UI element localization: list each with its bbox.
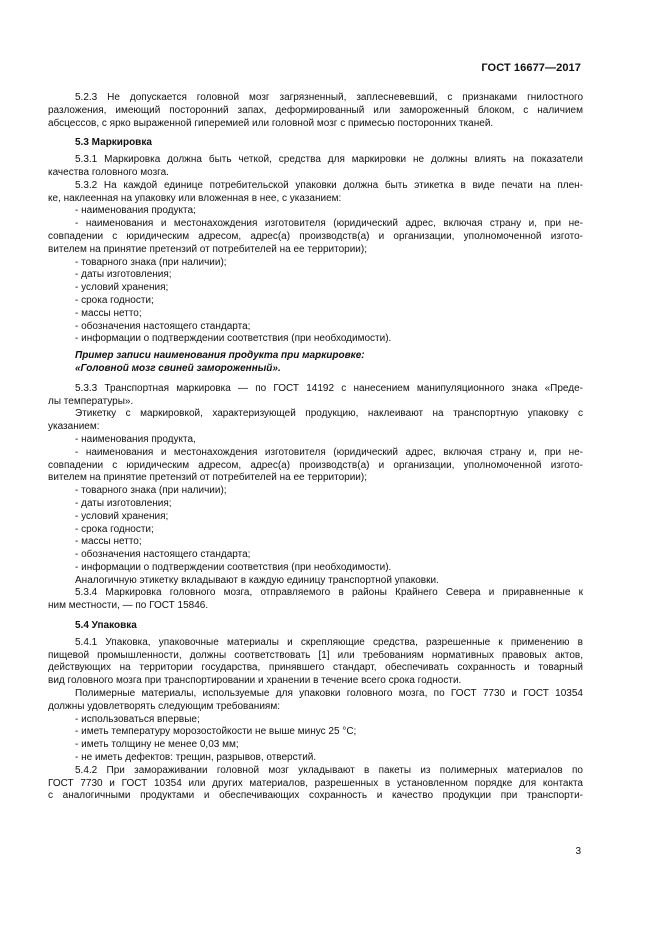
paragraph-last-line: вителем на принятие претензий от потребителей на ее территории); [48, 472, 367, 484]
paragraph-first-line: 5.2.3 Не допускается головной мозг загрязненный, заплесневевший, с признаками гнилостного [75, 92, 583, 103]
text-line: с аналогичными продуктами и обеспечивающих сохранность и качество продукции при транспорти- [48, 790, 583, 802]
paragraph-first-line: Полимерные материалы, используемые для упаковки головного мозга, по ГОСТ 7730 и ГОСТ 10354 [75, 688, 583, 700]
list-item: - информации о подтверждении соответствия (при необходимости). [75, 333, 392, 345]
text-line: ГОСТ 7730 и ГОСТ 10354 или других материалов, разрешенных в установленном порядке для контакта [48, 777, 583, 789]
list-item: - условий хранения; [75, 282, 169, 294]
list-item: Аналогичную этикетку вкладывают в каждую единицу транспортной упаковки. [75, 574, 439, 586]
list-item: - товарного знака (при наличии); [75, 256, 227, 268]
spacer [48, 613, 583, 620]
example-line: «Головной мозг свиней замороженный». [75, 362, 281, 374]
text-line: пищевой промышленности, должны соответствовать [1] или требованиям нормативных правовых актов, [48, 649, 583, 661]
list-item: - массы нетто; [75, 536, 142, 548]
paragraph-last-line: качества головного мозга. [48, 166, 169, 178]
paragraph-first-line: 5.4.1 Упаковка, упаковочные материалы и скрепляющие средства, разрешенные к применению в [75, 636, 583, 648]
spacer [48, 130, 583, 137]
paragraph-first-line: - наименования и местонахождения изготовителя (юридический адрес, включая страну и, при не- [75, 218, 583, 230]
list-item: - использоваться впервые; [75, 713, 200, 725]
list-item: - иметь толщину не менее 0,03 мм; [75, 739, 239, 751]
paragraph-first-line: 5.3.4 Маркировка головного мозга, отправляемого в районы Крайнего Севера и приравненные к [75, 587, 583, 599]
list-item: - информации о подтверждении соответствия (при необходимости). [75, 561, 392, 573]
paragraph-last-line: вителем на принятие претензий от потребителей на ее территории); [48, 243, 367, 255]
list-item: - даты изготовления; [75, 497, 172, 509]
list-item: - условий хранения; [75, 510, 169, 522]
list-item: - товарного знака (при наличии); [75, 485, 227, 497]
text-line: действующих на территории государства, принявшего стандарт, обеспечивать сохранность и товарный [48, 662, 583, 674]
example-line: Пример записи наименования продукта при маркировке: [75, 350, 365, 362]
page-number: 3 [575, 846, 581, 857]
list-item: - массы нетто; [75, 307, 142, 319]
paragraph-first-line: - наименования и местонахождения изготовителя (юридический адрес, включая страну и, при не- [75, 446, 583, 458]
list-item: - срока годности; [75, 523, 154, 535]
list-item: - наименования продукта, [75, 433, 196, 445]
paragraph-last-line: ним местности, — по ГОСТ 15846. [48, 600, 209, 612]
text-line: совпадении с юридическим адресом, адрес(а) производств(а) и организации, уполномоченной изгото- [48, 230, 583, 242]
paragraph-last-line: ке, наклеенная на упаковку или вложенная в нее, с указанием: [48, 192, 342, 204]
paragraph-first-line: 5.3.2 На каждой единице потребительской упаковки должна быть этикетка в виде печати на плен- [75, 179, 583, 191]
paragraph-last-line: указанием: [48, 421, 100, 433]
spacer [48, 376, 583, 383]
section-heading: 5.3 Маркировка [75, 137, 152, 149]
list-item: - обозначения настоящего стандарта; [75, 320, 251, 332]
paragraph-last-line: лы температуры». [48, 395, 134, 407]
list-item: - даты изготовления; [75, 269, 172, 281]
paragraph-last-line: вид головного мозга при транспортировании и хранении в течение всего срока годности. [48, 675, 462, 687]
list-item: - иметь температуру морозостойкости не выше минус 25 °С; [75, 726, 357, 738]
paragraph-first-line: 5.3.1 Маркировка должна быть четкой, средства для маркировки не должны влиять на показатели [75, 154, 583, 166]
list-item: - срока годности; [75, 294, 154, 306]
section-heading: 5.4 Упаковка [75, 620, 137, 632]
document-code-header: ГОСТ 16677—2017 [481, 62, 581, 74]
list-item: - не иметь дефектов: трещин, разрывов, отверстий. [75, 752, 317, 764]
paragraph-first-line: 5.4.2 При замораживании головной мозг укладывают в пакеты из полимерных материалов по [75, 764, 583, 776]
paragraph-first-line: 5.3.3 Транспортная маркировка — по ГОСТ 14192 с нанесением манипуляционного знака «Преде- [75, 382, 583, 394]
paragraph-last-line: абсцессов, с ярко выраженной гиперемией или головной мозг с примесью посторонних тканей. [48, 117, 494, 129]
list-item: - обозначения настоящего стандарта; [75, 549, 251, 561]
document-body [48, 92, 583, 803]
list-item: - наименования продукта; [75, 205, 196, 217]
text-line: совпадении с юридическим адресом, адрес(а) производств(а) и организации, уполномоченной изгото- [48, 459, 583, 471]
paragraph-first-line: Этикетку с маркировкой, характеризующей продукцию, наклеивают на транспортную упаковку с [75, 408, 583, 420]
paragraph-last-line: должны удовлетворять следующим требованиям: [48, 700, 280, 712]
text-line: разложения, имеющий посторонний запах, деформированный или замороженный блоком, с наличием [48, 104, 583, 116]
